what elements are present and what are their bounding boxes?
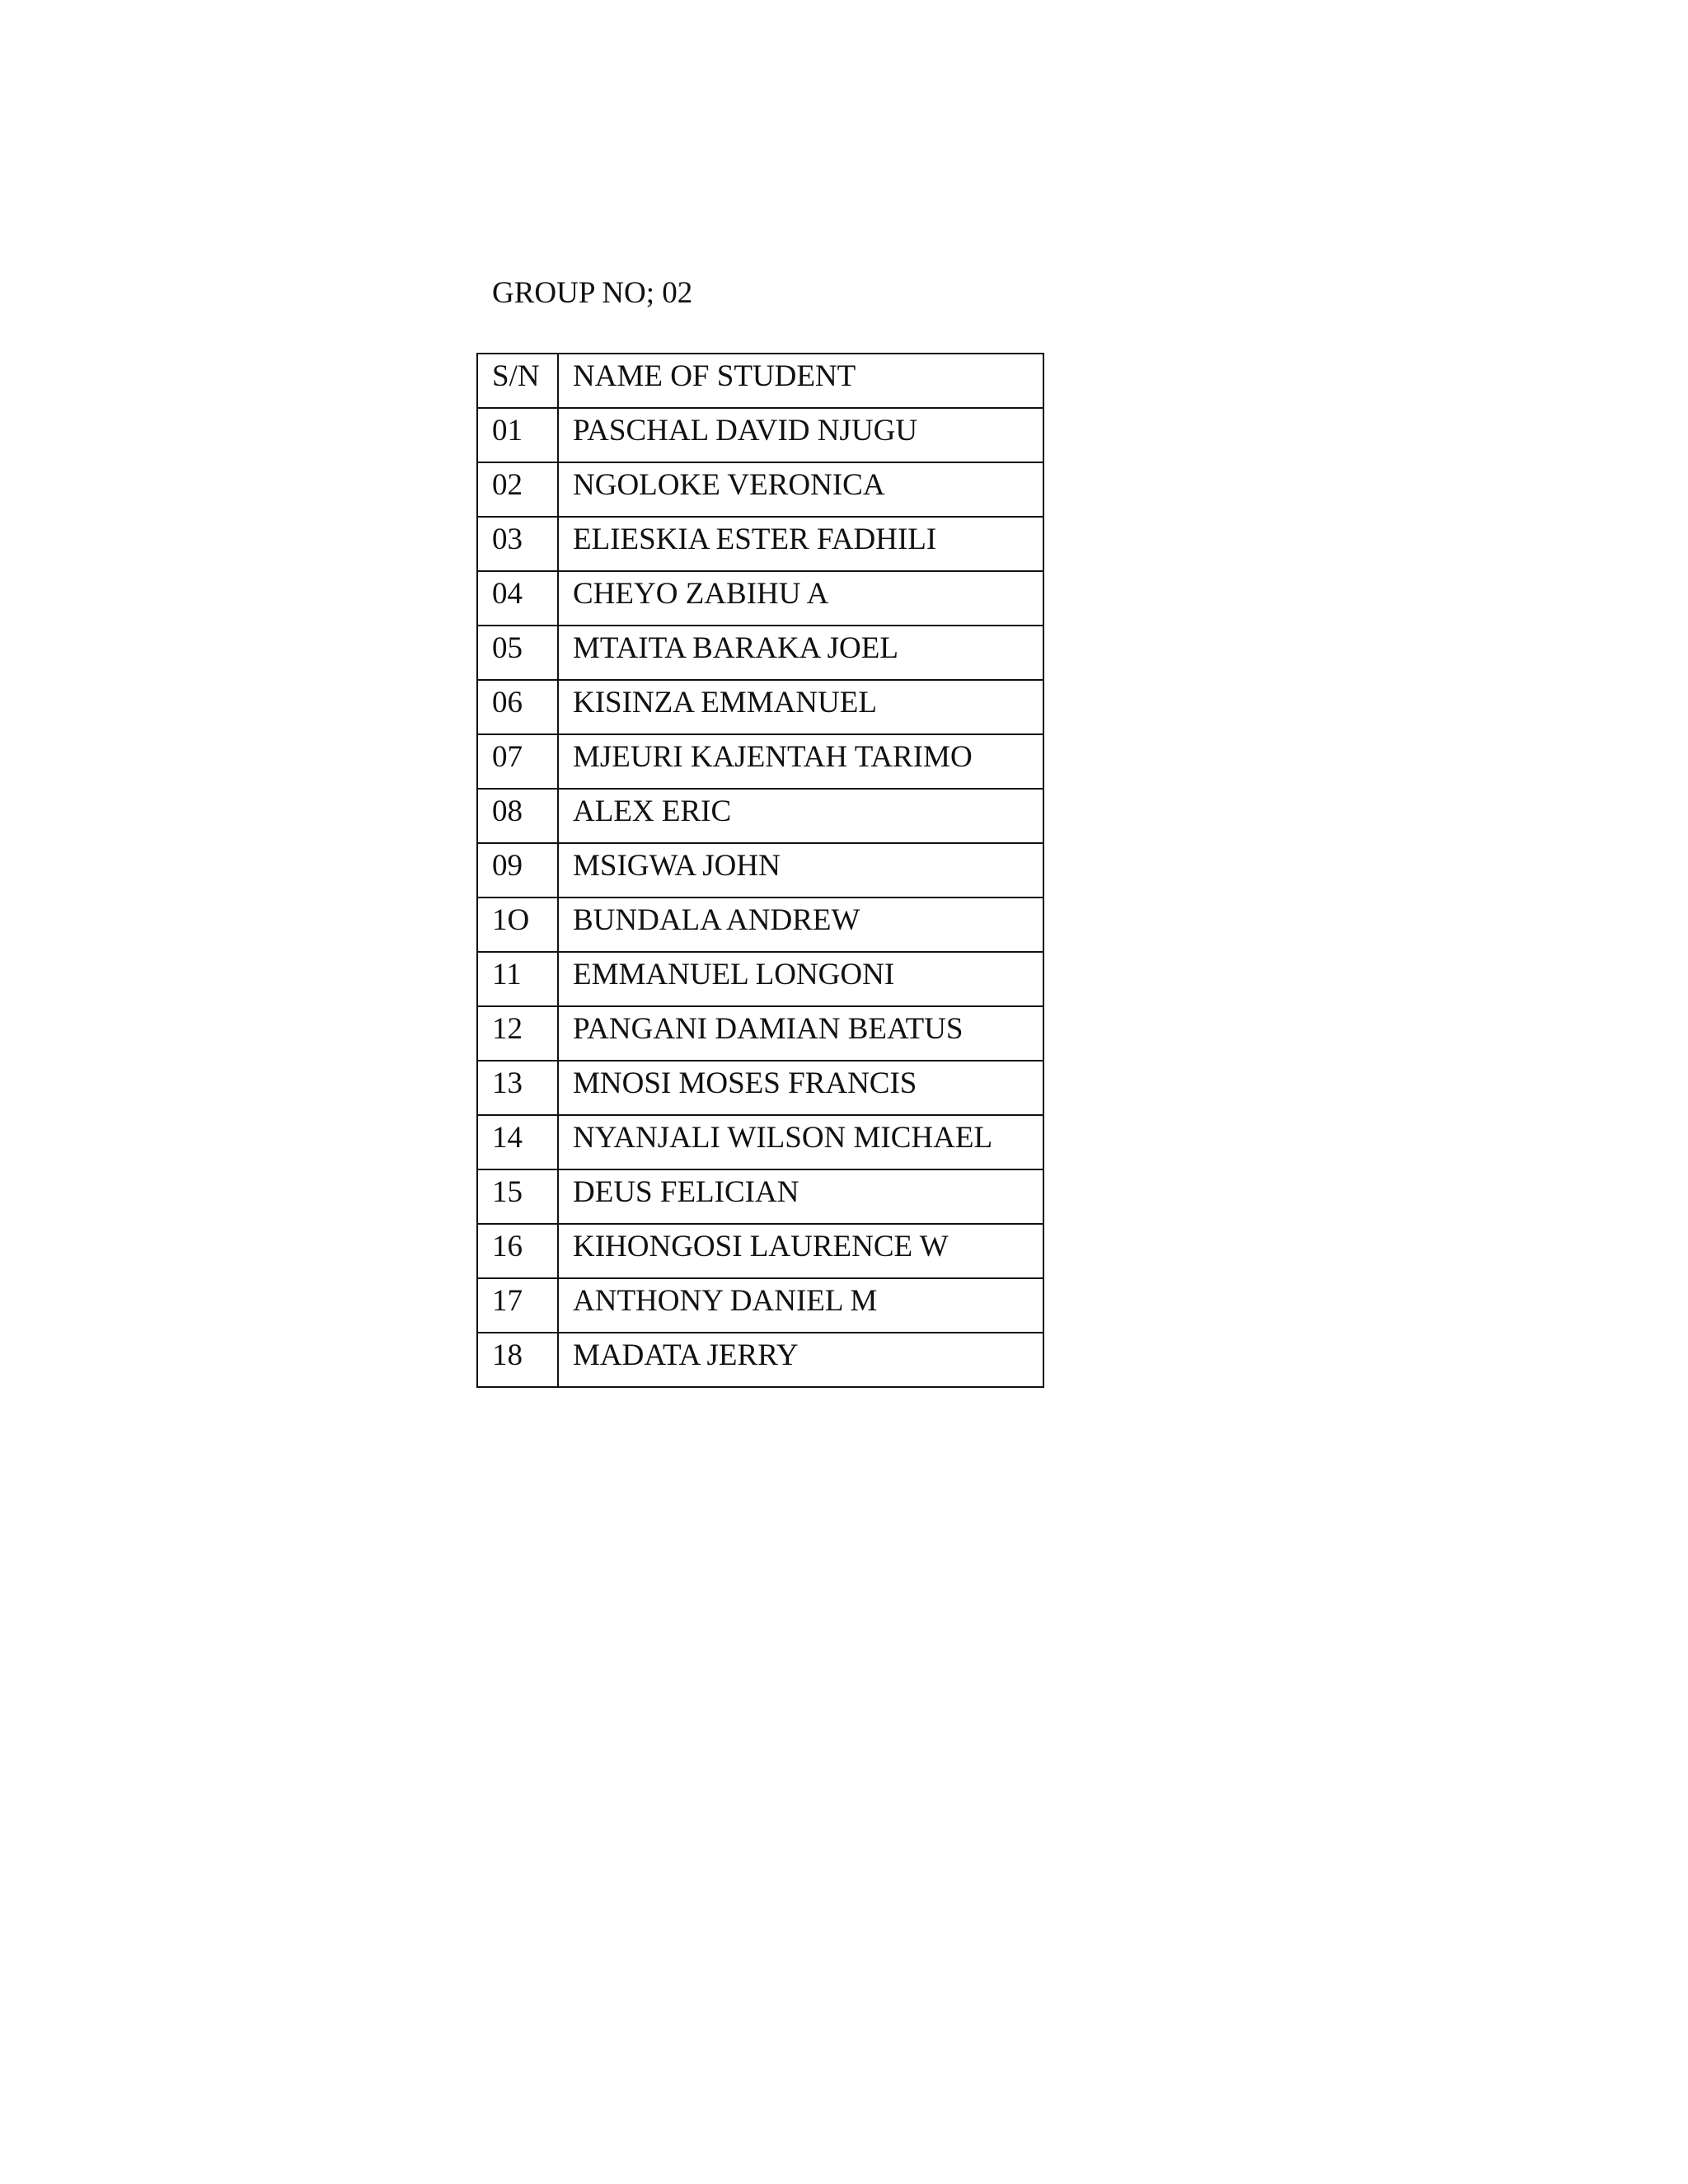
row-sn: 17 xyxy=(477,1278,558,1333)
header-sn: S/N xyxy=(477,354,558,408)
row-student-name: MNOSI MOSES FRANCIS xyxy=(558,1061,1043,1115)
table-row xyxy=(477,1006,1043,1061)
row-student-name: DEUS FELICIAN xyxy=(558,1169,1043,1224)
row-sn: 03 xyxy=(477,517,558,571)
group-heading: GROUP NO; 02 xyxy=(492,276,693,310)
row-sn: 01 xyxy=(477,408,558,462)
row-student-name: EMMANUEL LONGONI xyxy=(558,952,1043,1006)
row-student-name: NYANJALI WILSON MICHAEL xyxy=(558,1115,1043,1169)
row-student-name: ELIESKIA ESTER FADHILI xyxy=(558,517,1043,571)
table-row xyxy=(477,1115,1043,1169)
header-name: NAME OF STUDENT xyxy=(558,354,1043,408)
table-row xyxy=(477,789,1043,843)
row-sn: 04 xyxy=(477,571,558,626)
row-sn: 11 xyxy=(477,952,558,1006)
table-row xyxy=(477,1224,1043,1278)
table-row xyxy=(477,1061,1043,1115)
row-sn: 07 xyxy=(477,734,558,789)
table-row xyxy=(477,626,1043,680)
table-row xyxy=(477,517,1043,571)
row-student-name: MSIGWA JOHN xyxy=(558,843,1043,898)
table-row xyxy=(477,462,1043,517)
row-sn: 1O xyxy=(477,898,558,952)
row-student-name: MJEURI KAJENTAH TARIMO xyxy=(558,734,1043,789)
row-student-name: MADATA JERRY xyxy=(558,1333,1043,1387)
table-row xyxy=(477,1333,1043,1387)
row-student-name: KISINZA EMMANUEL xyxy=(558,680,1043,734)
row-student-name: KIHONGOSI LAURENCE W xyxy=(558,1224,1043,1278)
table-row xyxy=(477,571,1043,626)
row-sn: 15 xyxy=(477,1169,558,1224)
student-table xyxy=(476,353,1044,1388)
row-student-name: PANGANI DAMIAN BEATUS xyxy=(558,1006,1043,1061)
table-row xyxy=(477,680,1043,734)
table-row xyxy=(477,843,1043,898)
table-header-row xyxy=(477,354,1043,408)
table-row xyxy=(477,1278,1043,1333)
row-sn: 02 xyxy=(477,462,558,517)
row-sn: 13 xyxy=(477,1061,558,1115)
row-student-name: NGOLOKE VERONICA xyxy=(558,462,1043,517)
student-table-body xyxy=(477,354,1043,1387)
table-row xyxy=(477,408,1043,462)
row-sn: 09 xyxy=(477,843,558,898)
row-sn: 08 xyxy=(477,789,558,843)
table-row xyxy=(477,898,1043,952)
row-sn: 05 xyxy=(477,626,558,680)
row-student-name: ALEX ERIC xyxy=(558,789,1043,843)
row-sn: 12 xyxy=(477,1006,558,1061)
row-sn: 18 xyxy=(477,1333,558,1387)
row-student-name: MTAITA BARAKA JOEL xyxy=(558,626,1043,680)
table-row xyxy=(477,952,1043,1006)
row-student-name: CHEYO ZABIHU A xyxy=(558,571,1043,626)
row-sn: 14 xyxy=(477,1115,558,1169)
row-student-name: ANTHONY DANIEL M xyxy=(558,1278,1043,1333)
table-row xyxy=(477,734,1043,789)
row-sn: 16 xyxy=(477,1224,558,1278)
row-student-name: BUNDALA ANDREW xyxy=(558,898,1043,952)
row-student-name: PASCHAL DAVID NJUGU xyxy=(558,408,1043,462)
table-row xyxy=(477,1169,1043,1224)
row-sn: 06 xyxy=(477,680,558,734)
